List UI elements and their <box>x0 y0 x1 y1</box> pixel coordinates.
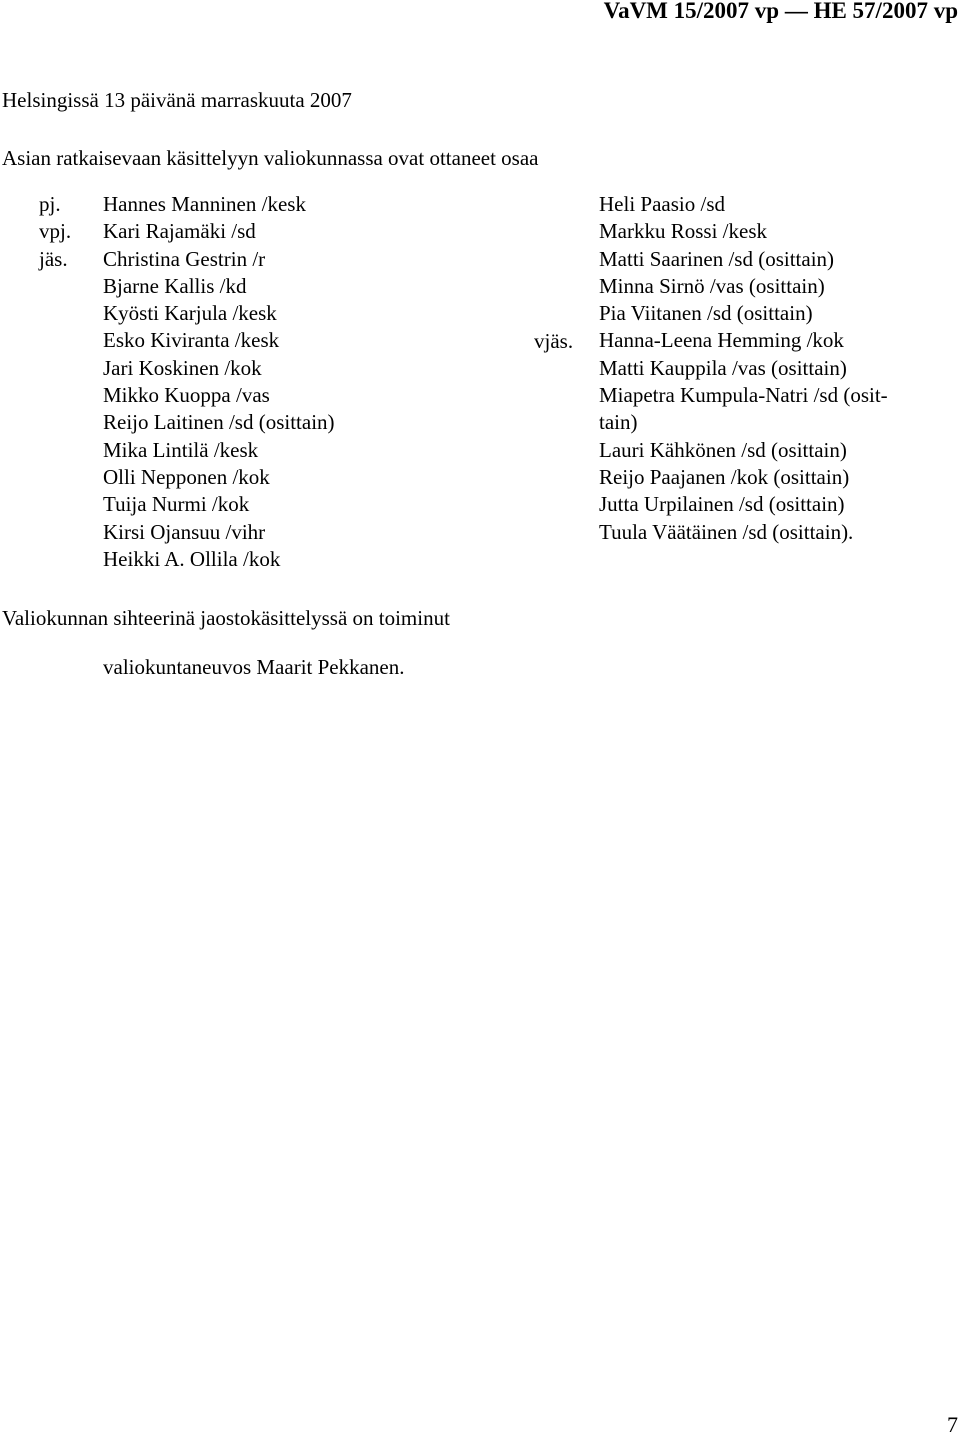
member-list-item: Minna Sirnö /vas (osittain) <box>599 273 825 298</box>
secretary-name: valiokuntaneuvos Maarit Pekkanen. <box>103 655 405 679</box>
member-list-item: Matti Saarinen /sd (osittain) <box>599 246 835 271</box>
member-list-item: Kari Rajamäki /sd <box>103 219 256 244</box>
role-vice-chair: vpj. <box>39 219 72 244</box>
deputy-list-item-continuation: tain) <box>599 410 638 435</box>
page-number: 7 <box>947 1412 958 1437</box>
member-list-item: Kyösti Karjula /kesk <box>103 301 277 326</box>
right-member-list <box>599 191 888 546</box>
deputy-list-item: Matti Kauppila /vas (osittain) <box>599 355 847 380</box>
member-list-item: Bjarne Kallis /kd <box>103 273 247 298</box>
member-list-item: Esko Kiviranta /kesk <box>103 328 280 353</box>
member-list-item: Mika Lintilä /kesk <box>103 437 259 462</box>
member-list-item: Reijo Laitinen /sd (osittain) <box>103 410 335 435</box>
member-list-item: Hannes Manninen /kesk <box>103 192 306 216</box>
left-role-column <box>39 191 71 273</box>
document-header: VaVM 15/2007 vp — HE 57/2007 vp <box>603 0 958 23</box>
member-list-item: Pia Viitanen /sd (osittain) <box>599 301 813 326</box>
member-list-item: Tuija Nurmi /kok <box>103 492 250 517</box>
member-list-item: Olli Nepponen /kok <box>103 464 270 489</box>
role-deputy-member: vjäs. <box>534 329 574 353</box>
deputy-list-item: Tuula Väätäinen /sd (osittain). <box>599 519 854 544</box>
member-list-item: Mikko Kuoppa /vas <box>103 383 270 408</box>
member-list-item: Markku Rossi /kesk <box>599 219 767 244</box>
secretary-intro: Valiokunnan sihteerinä jaostokäsittelyssä on toiminut <box>2 606 450 630</box>
participants-intro: Asian ratkaisevaan käsittelyyn valiokunnassa ovat ottaneet osaa <box>2 146 539 170</box>
deputy-list-item: Hanna-Leena Hemming /kok <box>599 328 844 353</box>
left-member-list <box>103 191 335 573</box>
role-member: jäs. <box>39 246 68 271</box>
member-list-item: Heli Paasio /sd <box>599 192 725 216</box>
member-list-item: Jari Koskinen /kok <box>103 355 262 380</box>
deputy-list-item: Jutta Urpilainen /sd (osittain) <box>599 492 845 517</box>
member-list-item: Heikki A. Ollila /kok <box>103 546 281 571</box>
deputy-list-item: Lauri Kähkönen /sd (osittain) <box>599 437 847 462</box>
deputy-list-item: Miapetra Kumpula-Natri /sd (osit- <box>599 383 888 408</box>
right-role-column <box>534 328 573 355</box>
place-date: Helsingissä 13 päivänä marraskuuta 2007 <box>2 88 352 112</box>
member-list-item: Christina Gestrin /r <box>103 246 266 271</box>
deputy-list-item: Reijo Paajanen /kok (osittain) <box>599 464 850 489</box>
member-list-item: Kirsi Ojansuu /vihr <box>103 519 266 544</box>
role-chair: pj. <box>39 192 61 216</box>
